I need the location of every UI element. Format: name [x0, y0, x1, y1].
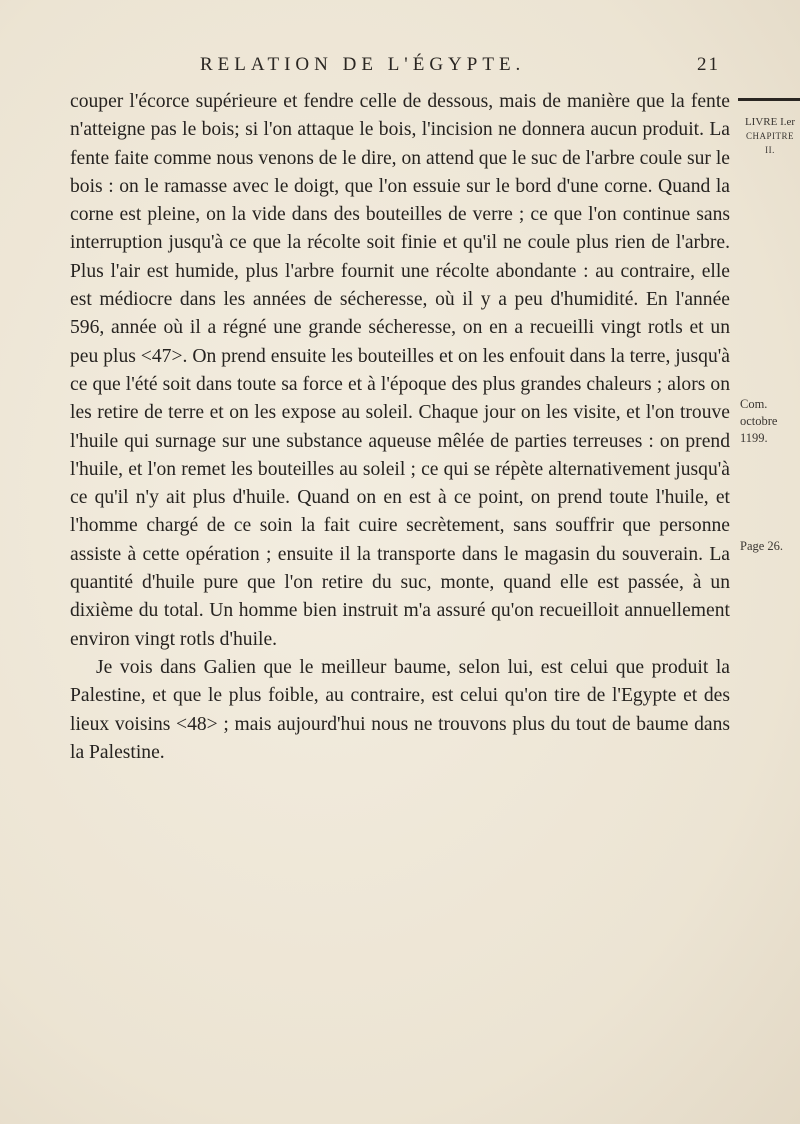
paragraph-1: couper l'écorce supérieure et fendre celle de dessous, mais de manière que la fente n'atteigne pas le bois; si l'on attaque le bois, l'incision ne donnera aucun produit. La fente faite comme nous venons de le dire, on attend que le suc de l'arbre coule sur le bois : on le ramasse avec le doigt, que l'on essuie sur le bord d'une corne. Quand la corne est pleine, on la vide dans des bouteilles de verre ; ce que l'on continue sans interruption jusqu'à ce que la récolte soit finie et qu'il ne coule plus rien de l'arbre. Plus l'air est humide, plus l'arbre fournit une récolte abondante : au contraire, elle est médiocre dans les années de sécheresse, où il y a peu d'humidité. En l'année 596, année où il a régné une grande sécheresse, on en a recueilli vingt rotls et un peu plus <47>. On prend ensuite les bouteilles et on les enfouit dans la terre, jusqu'à ce que l'été soit dans toute sa force et à l'époque des plus grandes chaleurs ; alors on les retire de terre et on les expose au soleil. Chaque jour on les visite, et l'on trouve l'huile qui surnage sur une substance aqueuse mêlée de parties terreuses : on prend l'huile, et l'on remet les bouteilles au soleil ; ce qui se répète alternativement jusqu'à ce qu'il n'y ait plus d'huile. Quand on en est à ce point, on prend toute l'huile, et l'homme chargé de ce soin la fait cuire secrètement, sans souffrir que personne assiste à cette opération ; ensuite il la transporte dans le magasin du souverain. La quantité d'huile pure que l'on retire du suc, monte, quand elle est passée, à un dixième du total. Un homme bien instruit m'a assuré qu'on recueilloit annuellement environ vingt rotls d'huile.: [70, 91, 730, 650]
paragraph-2: Je vois dans Galien que le meilleur baume, selon lui, est celui que produit la Palestine, et que le plus foible, au contraire, est celui qu'on tire de l'Egypte et des lieux voisins <48> ; mais aujourd'hui nous ne trouvons plus du tout de baume dans la Palestine.: [70, 656, 730, 763]
margin-comm-year: 1199.: [740, 431, 768, 445]
running-title: RELATION DE L'ÉGYPTE.: [200, 54, 526, 75]
margin-rule: [738, 98, 800, 101]
running-header: [200, 54, 720, 76]
margin-book-chapter: [740, 115, 800, 157]
margin-comm-note: [740, 396, 800, 447]
margin-page-ref: Page 26.: [740, 539, 784, 553]
page-number: 21: [697, 54, 720, 75]
margin-book: LIVRE I.er: [744, 116, 796, 128]
margin-comm: Com. octobre: [740, 397, 778, 428]
margin-chapter: CHAPITRE II.: [745, 131, 794, 155]
main-text: [70, 88, 730, 767]
